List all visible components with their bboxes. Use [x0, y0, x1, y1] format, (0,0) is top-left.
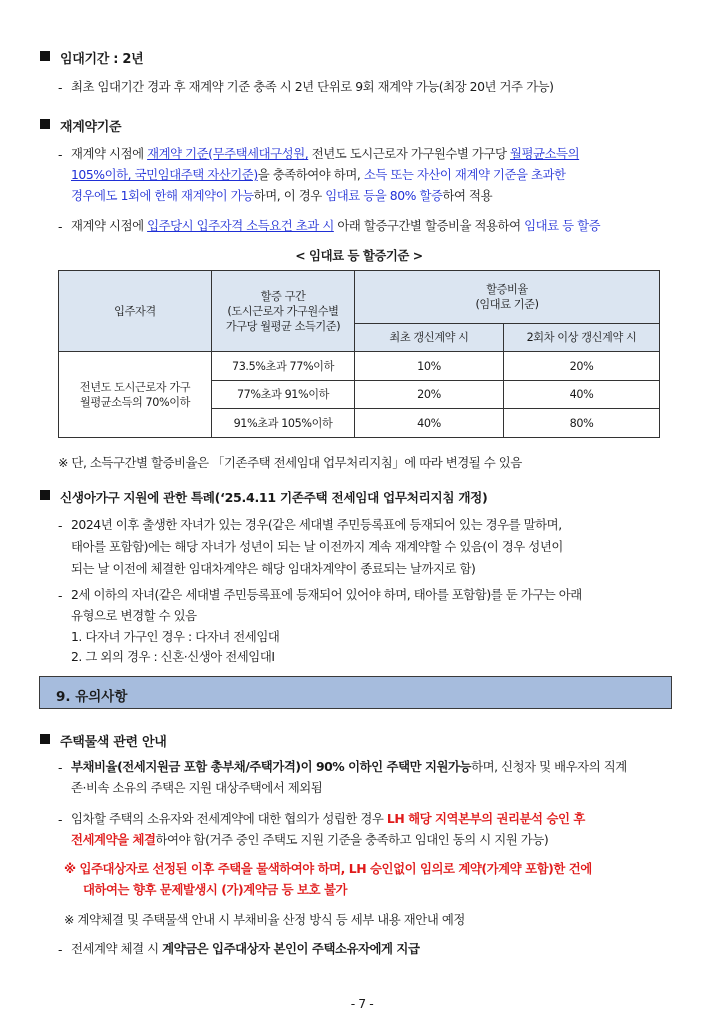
section-bullet-icon [40, 734, 50, 744]
second-rate-cell: 80% [504, 409, 660, 438]
dash-bullet: - [58, 760, 63, 775]
heading-renewal: 재계약기준 [60, 120, 122, 135]
housing-b3-line: 전세계약 체결 시 계약금은 입주대상자 본인이 주택소유자에게 지급 [71, 941, 420, 956]
dash-bullet: - [58, 588, 63, 603]
surcharge-table [58, 270, 660, 438]
newborn-b1-line3: 되는 날 이전에 체결한 임대차계약은 해당 임대차계약이 종료되는 날까지로 함) [71, 561, 476, 576]
newborn-b2-line2: 유형으로 변경할 수 있음 [71, 608, 197, 623]
section-bullet-icon [40, 51, 50, 61]
col-qualification: 입주자격 [59, 271, 212, 352]
dash-bullet: - [58, 942, 63, 957]
dash-bullet: - [58, 518, 63, 533]
col-second-renewal: 2회차 이상 갱신계약 시 [504, 324, 660, 352]
range-cell: 77%초과 91%이하 [212, 381, 355, 409]
heading-lease-period: 임대기간 : 2년 [60, 52, 144, 67]
dash-bullet: - [58, 147, 63, 162]
table-note: ※ 단, 소득구간별 할증비율은 「기존주택 전세임대 업무처리지침」에 따라 변경될 수 있음 [58, 455, 522, 470]
table-title: < 임대료 등 할증기준 > [295, 248, 423, 263]
qualification-cell: 전년도 도시근로자 가구 월평균소득의 70%이하 [59, 352, 212, 438]
housing-b1-line1: 부채비율(전세지원금 포함 총부채/주택가격)이 90% 이하인 주택만 지원가능하며, 신청자 및 배우자의 직계 [71, 759, 627, 774]
renewal-b1-line2: 105%이하, 국민임대주택 자산기준)을 충족하여야 하며, 소득 또는 자산이 재계약 기준을 초과한 [71, 167, 566, 182]
newborn-b2-item1: 1. 다자녀 가구인 경우 : 다자녀 전세임대 [71, 629, 280, 644]
lease-period-text: 최초 임대기간 경과 후 재계약 기준 충족 시 2년 단위로 9회 재계약 가능(최장 20년 거주 가능) [71, 79, 554, 94]
renewal-criteria-link: 재계약 기준(무주택세대구성원, [147, 146, 309, 161]
first-rate-cell: 20% [355, 381, 504, 409]
newborn-b2-line1: 2세 이하의 자녀(같은 세대별 주민등록표에 등재되어 있어야 하며, 태아를 포함함)를 둔 가구는 아래 [71, 587, 582, 602]
renewal-b2-line: 재계약 시점에 입주당시 입주자격 소득요건 초과 시 아래 할증구간별 할증비율 적용하여 임대료 등 할증 [71, 218, 601, 233]
col-rate: 할증비율 (임대료 기준) [355, 271, 660, 324]
table-row [59, 352, 660, 381]
newborn-b1-line2: 태아를 포함함)에는 해당 자녀가 성년이 되는 날 이전까지 계속 재계약할 수 있음(이 경우 성년이 [71, 539, 563, 554]
range-cell: 73.5%초과 77%이하 [212, 352, 355, 381]
newborn-b1-line1: 2024년 이후 출생한 자녀가 있는 경우(같은 세대별 주민등록표에 등재되어 있는 경우를 말하며, [71, 517, 562, 532]
newborn-b2-item2: 2. 그 외의 경우 : 신혼·신생아 전세임대Ⅰ [71, 649, 275, 664]
renewal-b1-line1: 재계약 시점에 재계약 기준(무주택세대구성원, 전년도 도시근로자 가구원수별 가구당 월평균소득의 [71, 146, 580, 161]
section-bullet-icon [40, 490, 50, 500]
section-9-title: 9. 유의사항 [56, 689, 128, 705]
dash-bullet: - [58, 80, 63, 95]
housing-b2-line2: 전세계약을 체결하여야 함(거주 중인 주택도 지원 기준을 충족하고 임대인 동의 시 지원 가능) [71, 832, 549, 847]
housing-b1-line2: 존·비속 소유의 주택은 지원 대상주택에서 제외됨 [71, 780, 323, 795]
first-rate-cell: 40% [355, 409, 504, 438]
section-bullet-icon [40, 119, 50, 129]
heading-newborn: 신생아가구 지원에 관한 특례(‘25.4.11 기존주택 전세임대 업무처리지침 개정) [60, 490, 488, 505]
col-range: 할증 구간 (도시근로자 가구원수별 가구당 월평균 소득기준) [212, 271, 355, 352]
housing-note: ※ 계약체결 및 주택물색 안내 시 부채비율 산정 방식 등 세부 내용 재안내 예정 [64, 912, 465, 927]
warning-line2: 대하여는 향후 문제발생시 (가)계약금 등 보호 불가 [83, 882, 347, 897]
renewal-b1-line3: 경우에도 1회에 한해 재계약이 가능하며, 이 경우 임대료 등을 80% 할증하여 적용 [71, 188, 493, 203]
second-rate-cell: 40% [504, 381, 660, 409]
dash-bullet: - [58, 219, 63, 234]
col-first-renewal: 최초 갱신계약 시 [355, 324, 504, 352]
dash-bullet: - [58, 812, 63, 827]
warning-line1: ※ 입주대상자로 선정된 이후 주택을 물색하여야 하며, LH 승인없이 임의로 계약(가계약 포함)한 건에 [64, 861, 592, 876]
range-cell: 91%초과 105%이하 [212, 409, 355, 438]
section-9-bar [39, 676, 672, 709]
housing-b2-line1: 임차할 주택의 소유자와 전세계약에 대한 협의가 성립한 경우 LH 해당 지역본부의 권리분석 승인 후 [71, 811, 585, 826]
heading-housing: 주택물색 관련 안내 [60, 735, 167, 750]
first-rate-cell: 10% [355, 352, 504, 381]
second-rate-cell: 20% [504, 352, 660, 381]
page-number: - 7 - [350, 996, 374, 1011]
